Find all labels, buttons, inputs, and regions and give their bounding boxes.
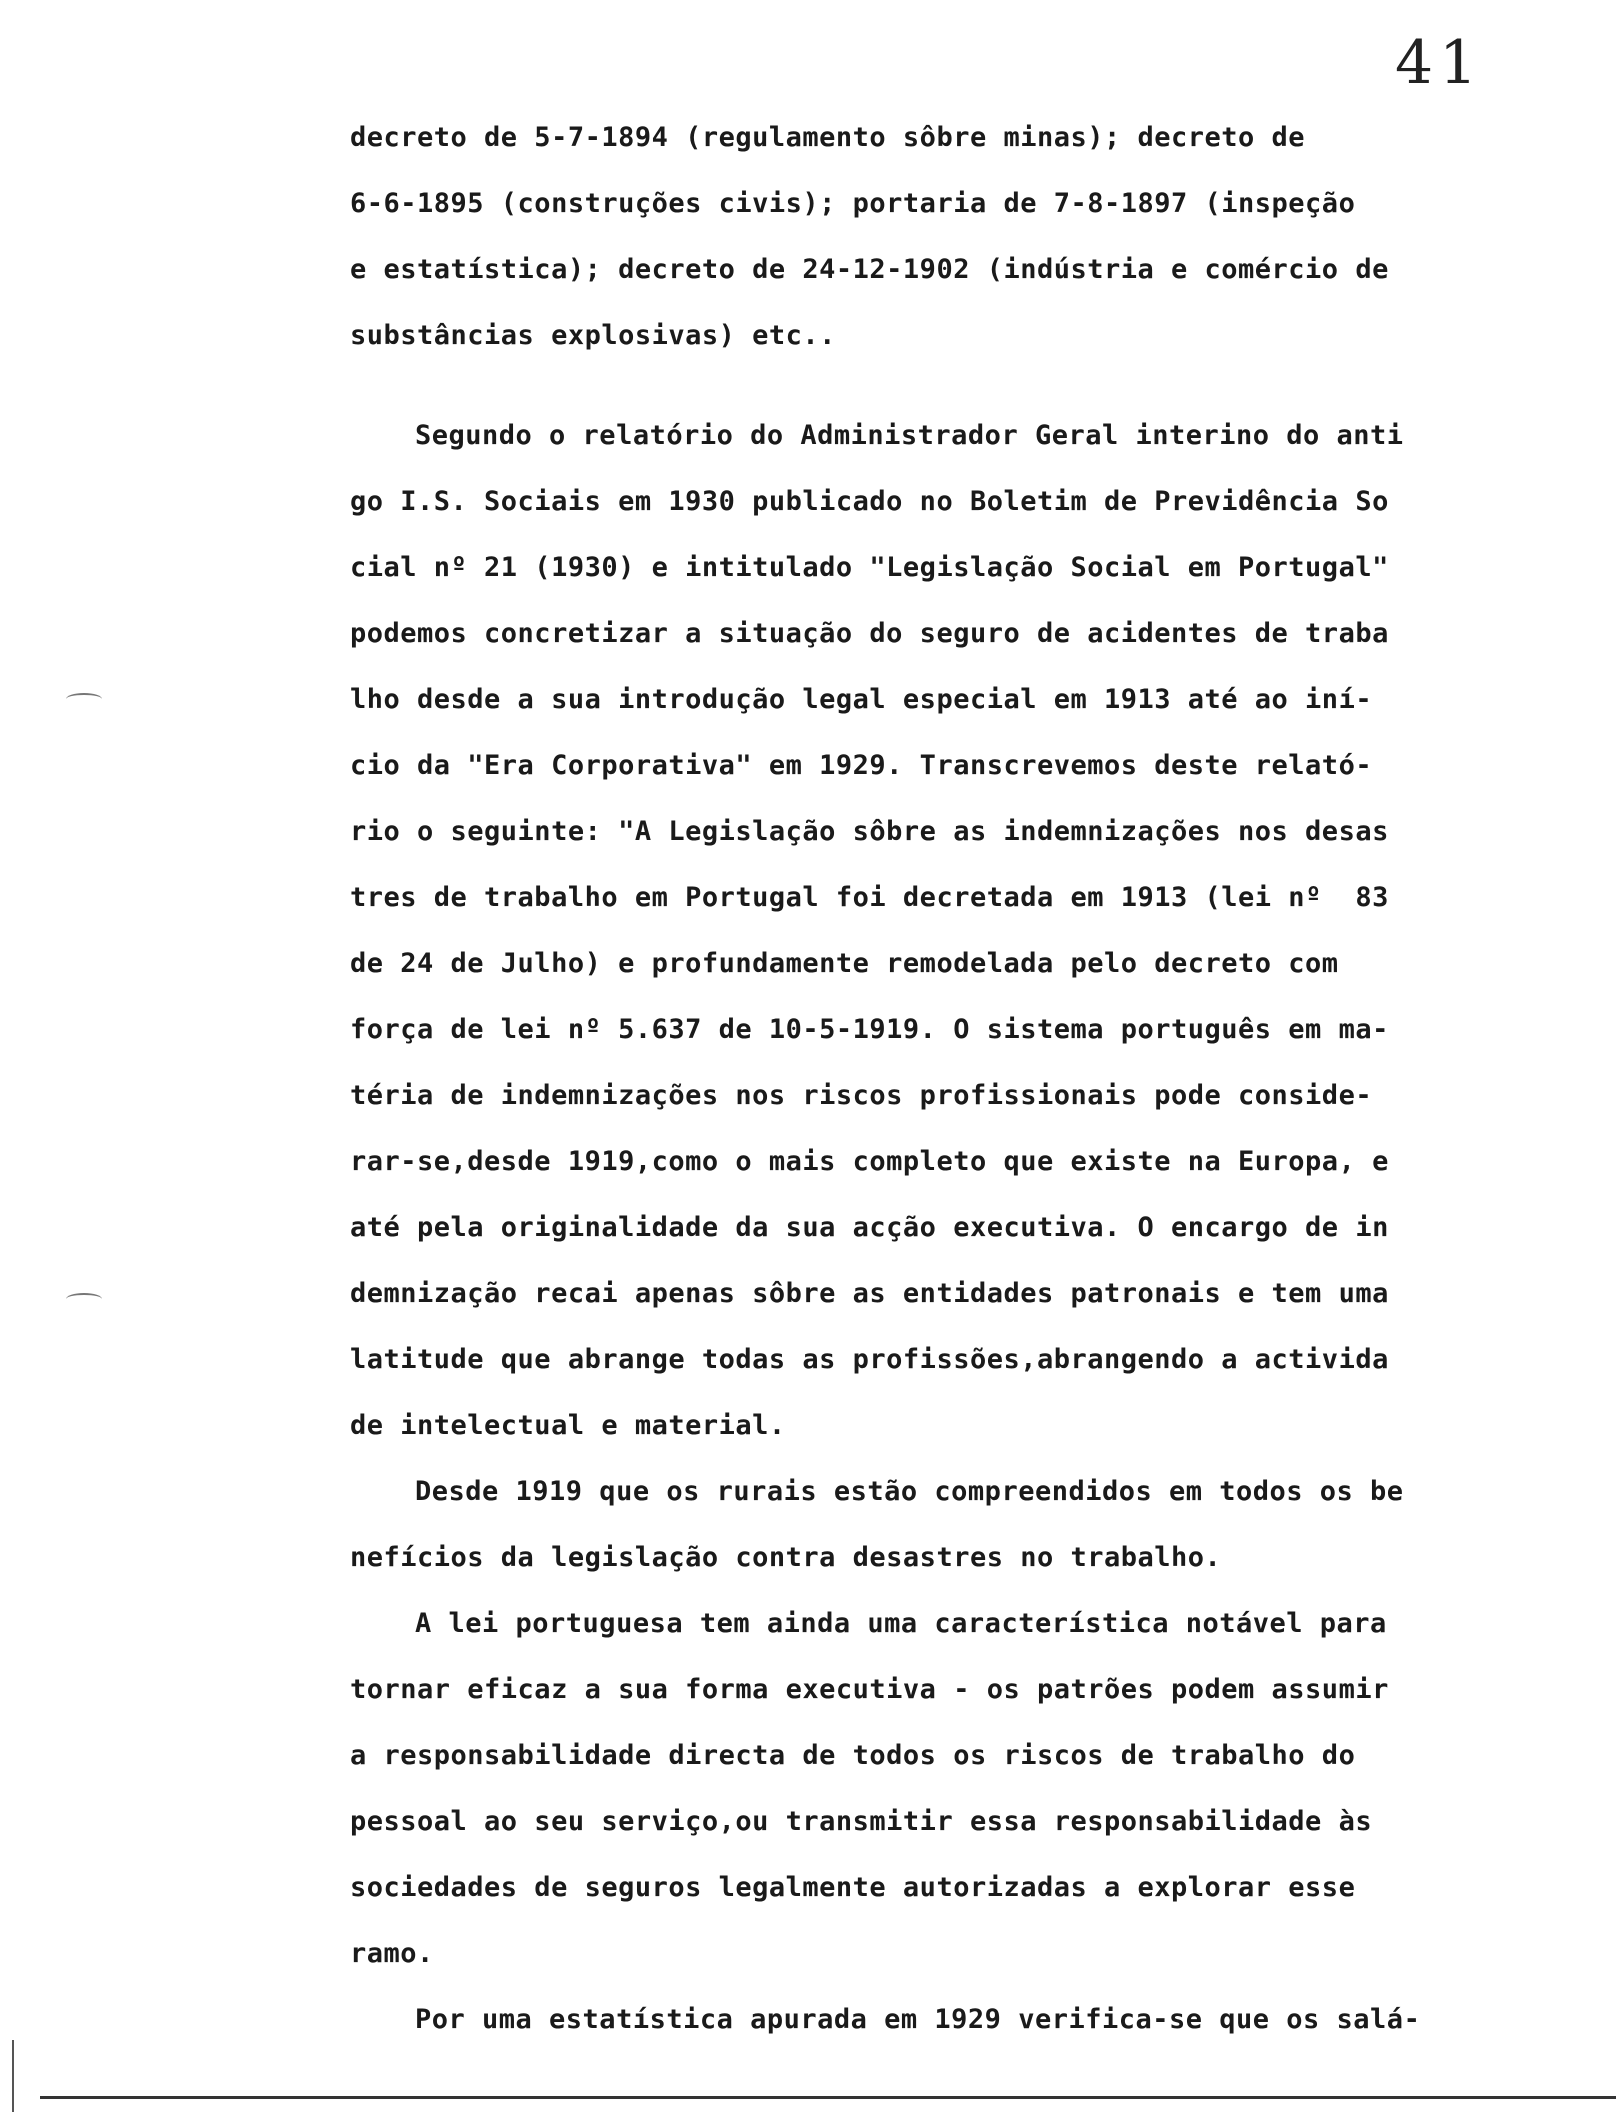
text-line: go I.S. Sociais em 1930 publicado no Boletim de Previdência So bbox=[350, 486, 1389, 517]
text-line: téria de indemnizações nos riscos profissionais pode conside- bbox=[350, 1080, 1373, 1111]
text-line: nefícios da legislação contra desastres no trabalho. bbox=[350, 1542, 1222, 1573]
margin-mark bbox=[66, 1293, 102, 1305]
text-line: de 24 de Julho) e profundamente remodelada pelo decreto com bbox=[350, 948, 1339, 979]
page-number: 41 bbox=[1395, 28, 1484, 98]
text-line: tornar eficaz a sua forma executiva - os patrões podem assumir bbox=[350, 1674, 1389, 1705]
text-line: cial nº 21 (1930) e intitulado "Legislação Social em Portugal" bbox=[350, 552, 1389, 583]
text-line: rar-se,desde 1919,como o mais completo que existe na Europa, e bbox=[350, 1146, 1389, 1177]
text-line: pessoal ao seu serviço,ou transmitir essa responsabilidade às bbox=[350, 1806, 1373, 1837]
text-line: Segundo o relatório do Administrador Geral interino do anti bbox=[415, 420, 1404, 451]
paragraph-gap bbox=[350, 369, 1600, 403]
text-line: força de lei nº 5.637 de 10-5-1919. O sistema português em ma- bbox=[350, 1014, 1389, 1045]
text-line: tres de trabalho em Portugal foi decretada em 1913 (lei nº 83 bbox=[350, 882, 1389, 913]
text-line: até pela originalidade da sua acção executiva. O encargo de in bbox=[350, 1212, 1389, 1243]
text-line: cio da "Era Corporativa" em 1929. Transcrevemos deste relató- bbox=[350, 750, 1373, 781]
text-line: substâncias explosivas) etc.. bbox=[350, 320, 836, 351]
text-line: de intelectual e material. bbox=[350, 1410, 786, 1441]
bottom-rule bbox=[40, 2096, 1616, 2099]
text-line: A lei portuguesa tem ainda uma característica notável para bbox=[415, 1608, 1387, 1639]
text-line: e estatística); decreto de 24-12-1902 (indústria e comércio de bbox=[350, 254, 1389, 285]
text-line: Desde 1919 que os rurais estão compreendidos em todos os be bbox=[415, 1476, 1404, 1507]
text-line: latitude que abrange todas as profissões,abrangendo a activida bbox=[350, 1344, 1389, 1375]
margin-mark bbox=[66, 693, 102, 705]
text-line: decreto de 5-7-1894 (regulamento sôbre minas); decreto de bbox=[350, 122, 1306, 153]
text-line: 6-6-1895 (construções civis); portaria de 7-8-1897 (inspeção bbox=[350, 188, 1356, 219]
text-line: a responsabilidade directa de todos os riscos de trabalho do bbox=[350, 1740, 1356, 1771]
scan-edge-line bbox=[12, 2040, 14, 2112]
text-line: ramo. bbox=[350, 1938, 434, 1969]
text-line: Por uma estatística apurada em 1929 verifica-se que os salá- bbox=[415, 2004, 1421, 2035]
text-line: lho desde a sua introdução legal especial em 1913 até ao iní- bbox=[350, 684, 1373, 715]
text-line: sociedades de seguros legalmente autorizadas a explorar esse bbox=[350, 1872, 1356, 1903]
body-text bbox=[350, 105, 1600, 2053]
text-line: podemos concretizar a situação do seguro de acidentes de traba bbox=[350, 618, 1389, 649]
text-line: demnização recai apenas sôbre as entidades patronais e tem uma bbox=[350, 1278, 1389, 1309]
text-line: rio o seguinte: "A Legislação sôbre as indemnizações nos desas bbox=[350, 816, 1389, 847]
